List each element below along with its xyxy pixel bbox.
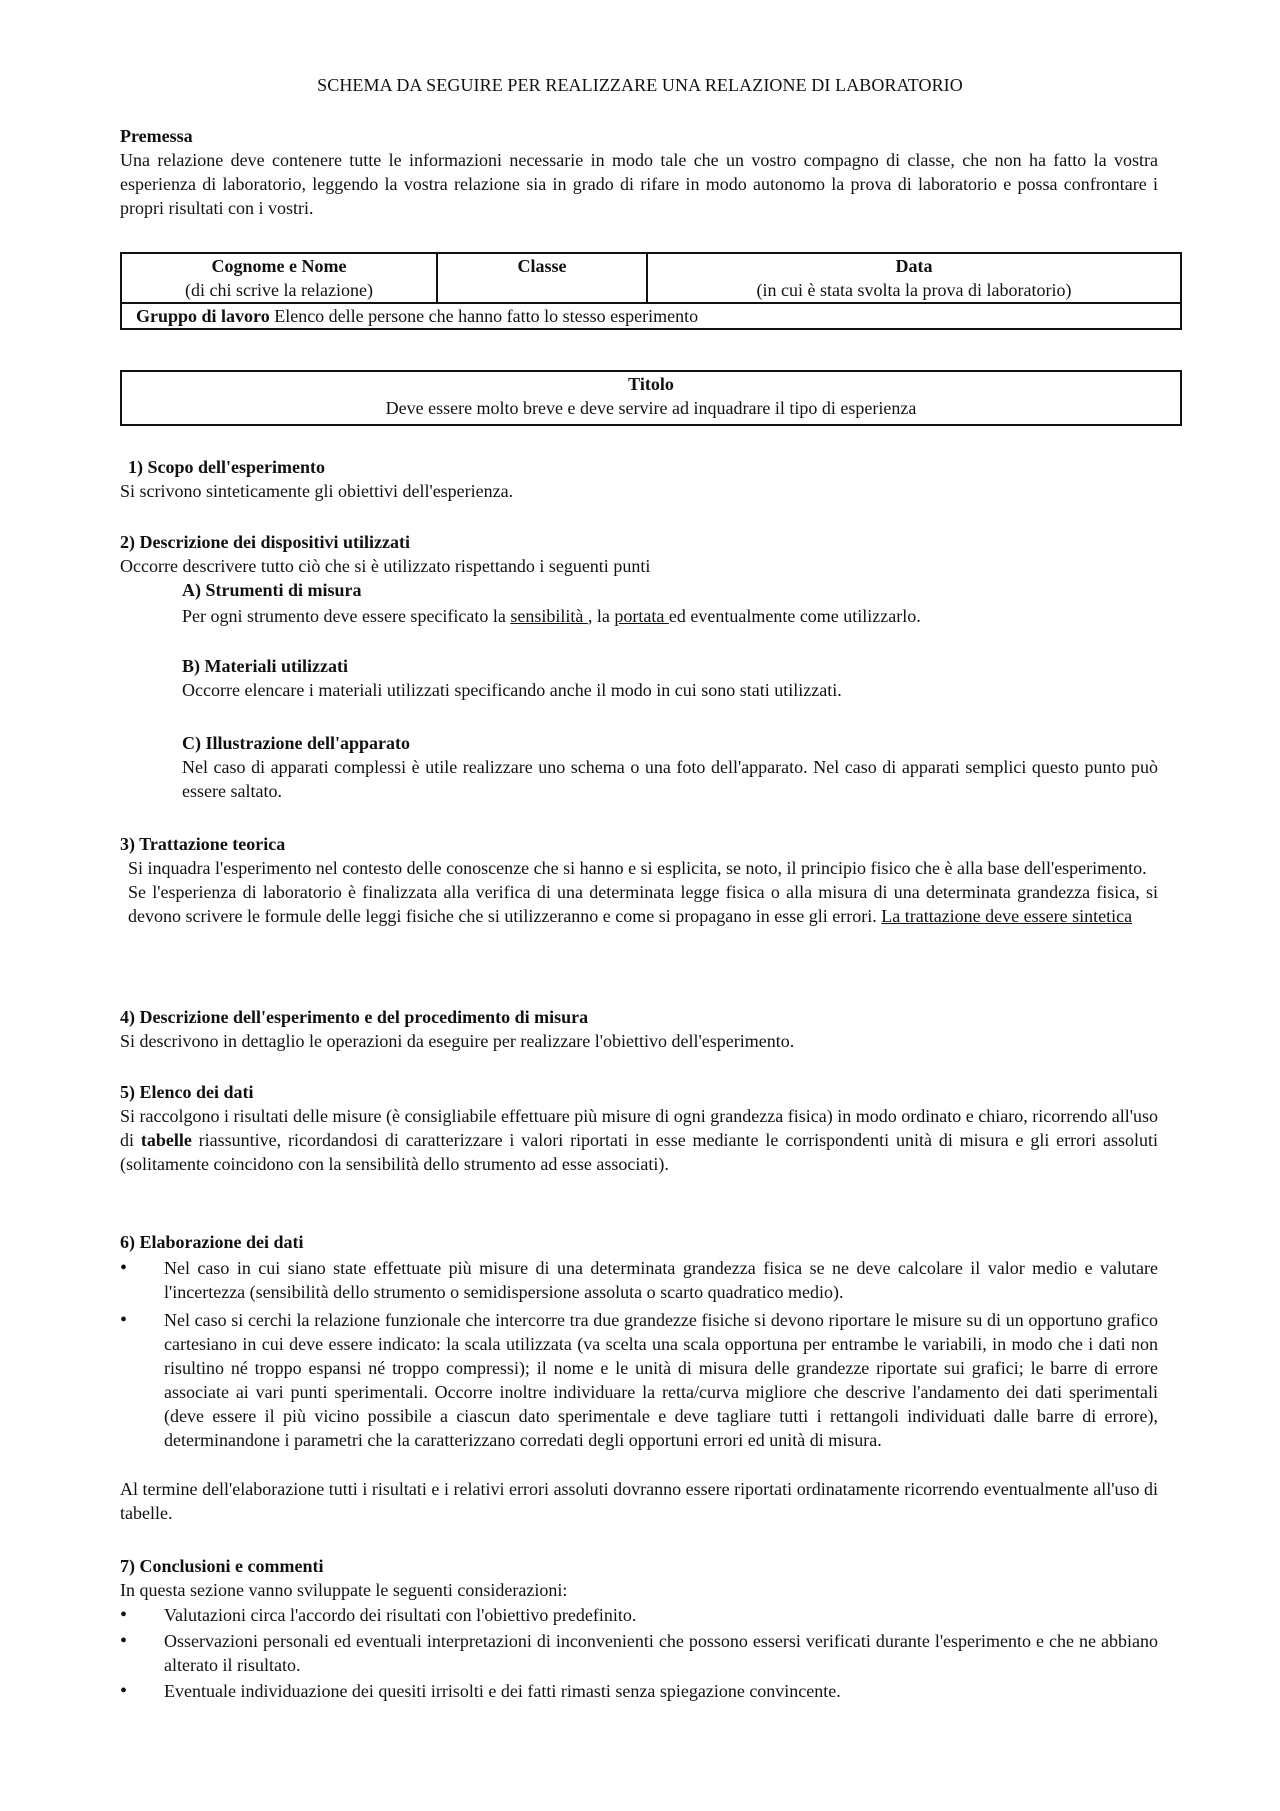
sintetica-note: La trattazione deve essere sintetica bbox=[881, 906, 1133, 926]
data-note: (in cui è stata svolta la prova di laboratorio) bbox=[756, 280, 1072, 300]
section-6-closing: Al termine dell'elaborazione tutti i risultati e i relativi errori assoluti dovranno essere riportati ordinatamente ricorrendo eventualmente all'uso di tabelle. bbox=[120, 1479, 1158, 1523]
section-5-text-part: riassuntive, ricordandosi di caratterizzare i valori riportati in esse mediante le corrispondenti unità di misura e gli errori assoluti (solitamente coincidono con la sensibilità dello strumento ad esse associati). bbox=[120, 1130, 1158, 1174]
section-2a-heading: A) Strumenti di misura bbox=[182, 580, 362, 600]
section-3-p2-text: Se l'esperienza di laboratorio è finalizzata alla verifica di una determinata legge fisica o alla misura di una determinata grandezza fisica, si devono scrivere le formule delle leggi fisiche che si utilizzeranno e come si propagano in esse gli errori. bbox=[128, 882, 1158, 926]
section-3-heading: 3) Trattazione teorica bbox=[120, 834, 286, 854]
section-4-heading: 4) Descrizione dell'esperimento e del procedimento di misura bbox=[120, 1007, 589, 1027]
section-7 bbox=[120, 1554, 1158, 1602]
document-title: SCHEMA DA SEGUIRE PER REALIZZARE UNA RELAZIONE DI LABORATORIO bbox=[317, 75, 963, 95]
section-2 bbox=[120, 530, 1158, 578]
section-3 bbox=[120, 832, 1158, 856]
section-7-bullet-text: Valutazioni circa l'accordo dei risultati con l'obiettivo predefinito. bbox=[164, 1605, 637, 1625]
tabelle-keyword: tabelle bbox=[140, 1130, 192, 1150]
titolo-box bbox=[120, 370, 1182, 426]
premessa-heading: Premessa bbox=[120, 126, 193, 146]
gruppo-text: Elenco delle persone che hanno fatto lo stesso esperimento bbox=[269, 306, 699, 326]
section-2c-text: Nel caso di apparati complessi è utile realizzare uno schema o una foto dell'apparato. Nel caso di apparati semplici questo punto può essere saltato. bbox=[182, 757, 1158, 801]
section-2b bbox=[182, 654, 1158, 702]
portata-link: portata bbox=[614, 606, 669, 626]
section-4 bbox=[120, 1005, 1158, 1053]
section-2c-heading: C) Illustrazione dell'apparato bbox=[182, 733, 410, 753]
section-1-text: Si scrivono sinteticamente gli obiettivi dell'esperienza. bbox=[120, 481, 514, 501]
section-6-bullet-text: Nel caso in cui siano state effettuate più misure di una determinata grandezza fisica se ne deve calcolare il valor medio e valutare l'incertezza (sensibilità dello strumento o semidispersione assoluta o scarto quadratico medio). bbox=[164, 1258, 1158, 1302]
gruppo-label: Gruppo di lavoro bbox=[136, 306, 270, 326]
section-2b-text: Occorre elencare i materiali utilizzati specificando anche il modo in cui sono stati utilizzati. bbox=[182, 680, 842, 700]
section-3-p2 bbox=[128, 880, 1158, 928]
premessa-text: Una relazione deve contenere tutte le informazioni necessarie in modo tale che un vostro compagno di classe, che non ha fatto la vostra esperienza di laboratorio, leggendo la vostra relazione sia in grado di rifare in modo autonomo la prova di laboratorio e possa confrontare i propri risultati con i vostri. bbox=[120, 150, 1158, 218]
premessa-section bbox=[120, 124, 1158, 220]
section-7-intro: In questa sezione vanno sviluppate le seguenti considerazioni: bbox=[120, 1580, 568, 1600]
section-2a-text-part: , la bbox=[587, 606, 615, 626]
section-2a-text bbox=[182, 604, 1158, 628]
section-2a-text-part: ed eventualmente come utilizzarlo. bbox=[668, 606, 921, 626]
cognome-label: Cognome e Nome bbox=[211, 256, 347, 276]
section-5-heading: 5) Elenco dei dati bbox=[120, 1082, 254, 1102]
section-1 bbox=[120, 455, 1158, 503]
bullet-icon: • bbox=[120, 1604, 128, 1626]
cognome-note: (di chi scrive la relazione) bbox=[185, 280, 373, 300]
section-2a bbox=[182, 578, 1158, 628]
data-label: Data bbox=[895, 256, 933, 276]
section-2a-text-part: Per ogni strumento deve essere specificato la bbox=[182, 606, 511, 626]
sensibilita-link: sensibilità bbox=[510, 606, 588, 626]
section-6-heading: 6) Elaborazione dei dati bbox=[120, 1232, 304, 1252]
titolo-text: Deve essere molto breve e deve servire ad inquadrare il tipo di esperienza bbox=[385, 398, 917, 418]
section-2-intro: Occorre descrivere tutto ciò che si è utilizzato rispettando i seguenti punti bbox=[120, 556, 651, 576]
section-6-bullet-text: Nel caso si cerchi la relazione funzionale che intercorre tra due grandezze fisiche si devono riportare le misure su di un opportuno grafico cartesiano in cui deve essere indicato: la scala utilizzata (va scelta una scala opportuna per entrambe le variabili, in modo che i dati non risultino né troppo espansi né troppo compressi); il nome e le unità di misura delle grandezze riportate sui grafici; le barre di errore associate ai vari punti sperimentali. Occorre inoltre individuare la retta/curva migliore che descrive l'andamento dei dati sperimentali (deve essere il più vicino possibile a ciascun dato sperimentale e deve tagliare tutti i rettangoli individuati dalle barre di errore), determinandone i parametri che la caratterizzano corredati degli opportuni errori ed unità di misura. bbox=[164, 1310, 1158, 1450]
section-5 bbox=[120, 1080, 1158, 1176]
section-2c bbox=[182, 731, 1158, 803]
classe-cell bbox=[437, 253, 647, 303]
section-4-text: Si descrivono in dettaglio le operazioni da eseguire per realizzare l'obiettivo dell'esperimento. bbox=[120, 1031, 795, 1051]
section-3-body bbox=[128, 856, 1158, 928]
bullet-icon: • bbox=[120, 1630, 128, 1652]
bullet-icon: • bbox=[120, 1309, 128, 1331]
section-2b-heading: B) Materiali utilizzati bbox=[182, 656, 348, 676]
section-5-text-part: Si raccolgono i risultati delle misure (è consigliabile effettuare più misure di ogni grandezza fisica) in modo ordinato e chiaro, ricorrendo all'uso di bbox=[120, 1106, 1158, 1150]
section-2-heading: 2) Descrizione dei dispositivi utilizzati bbox=[120, 532, 410, 552]
section-7-heading: 7) Conclusioni e commenti bbox=[120, 1556, 324, 1576]
section-7-bullet-text: Osservazioni personali ed eventuali interpretazioni di inconvenienti che possono essersi verificati durante l'esperimento e che ne abbiano alterato il risultato. bbox=[164, 1631, 1158, 1675]
titolo-label: Titolo bbox=[628, 374, 674, 394]
bullet-icon: • bbox=[120, 1680, 128, 1702]
header-table bbox=[120, 252, 1182, 330]
classe-label: Classe bbox=[517, 256, 567, 276]
section-6 bbox=[120, 1230, 1158, 1254]
section-3-p1: Si inquadra l'esperimento nel contesto delle conoscenze che si hanno e si esplicita, se noto, il principio fisico che è alla base dell'esperimento. bbox=[128, 858, 1147, 878]
bullet-icon: • bbox=[120, 1257, 128, 1279]
cognome-cell bbox=[121, 253, 437, 303]
data-cell bbox=[647, 253, 1181, 303]
gruppo-cell bbox=[121, 303, 1181, 329]
section-1-heading: 1) Scopo dell'esperimento bbox=[128, 457, 325, 477]
section-7-bullet-text: Eventuale individuazione dei quesiti irrisolti e dei fatti rimasti senza spiegazione convincente. bbox=[164, 1681, 841, 1701]
section-5-text bbox=[120, 1104, 1158, 1176]
